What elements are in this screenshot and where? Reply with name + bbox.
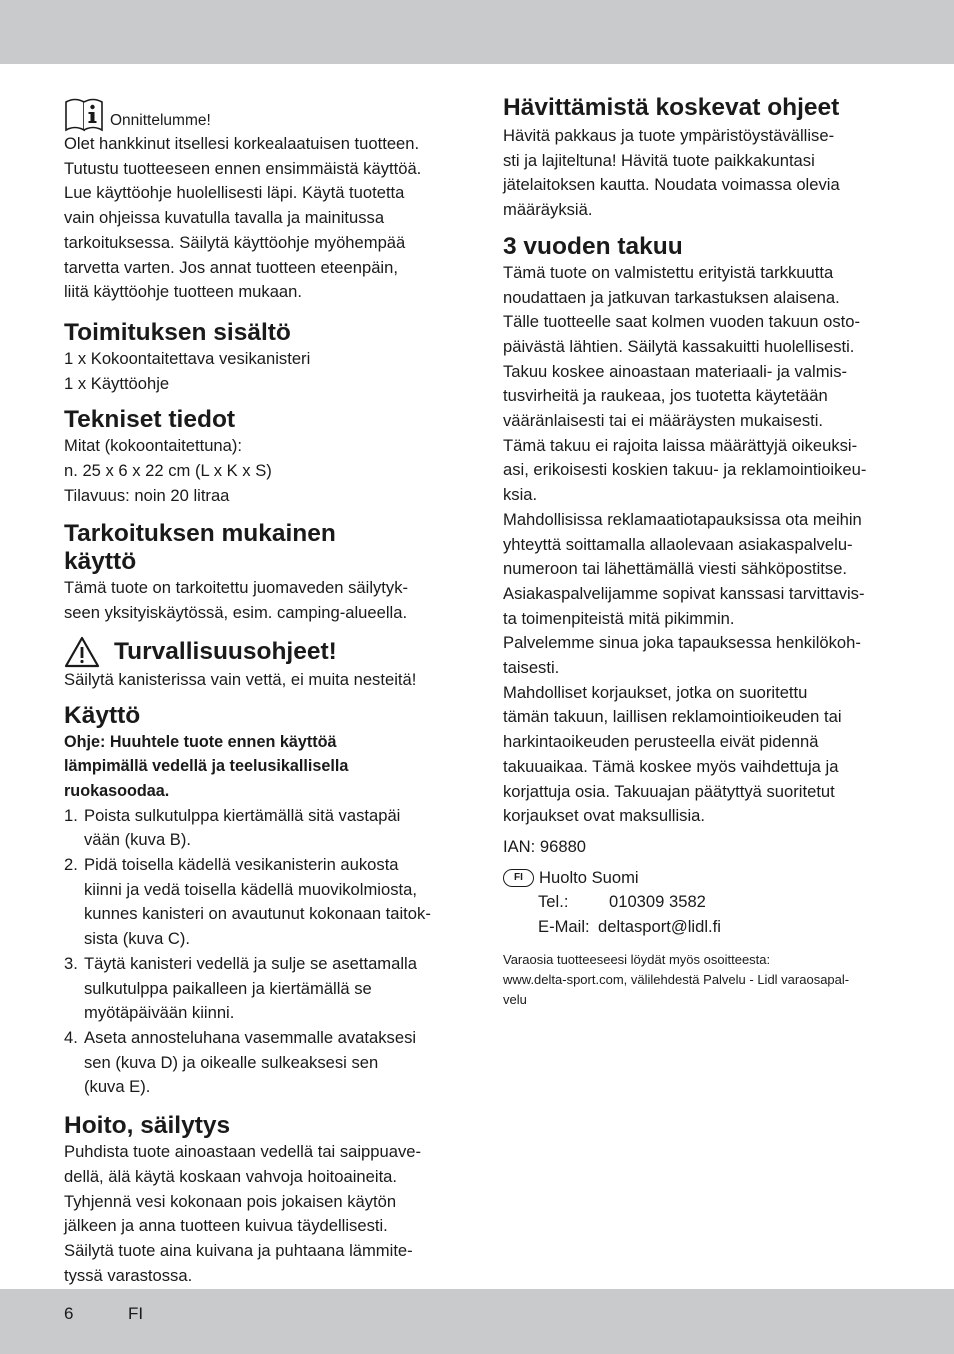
text-line: tarkoituksessa. Säilytä käyttöohje myöhempää bbox=[64, 232, 406, 252]
safety-text: Säilytä kanisterissa vain vettä, ei muita nesteitä! bbox=[64, 669, 417, 689]
safety-section bbox=[64, 636, 459, 693]
step-text bbox=[84, 853, 459, 952]
list-item bbox=[64, 1026, 459, 1100]
text-line: korjattuja osia. Takuuajan päätyttyä suoritetut bbox=[503, 781, 835, 801]
text-line: Tälle tuotteelle saat kolmen vuoden takuun osto- bbox=[503, 312, 860, 332]
section-heading: Käyttö bbox=[64, 701, 141, 729]
text-line: Olet hankkinut itsellesi korkealaatuisen tuotteen. bbox=[64, 134, 420, 153]
step-line: sulkutulppa paikalleen ja kiertämällä se bbox=[84, 978, 372, 998]
usage-steps bbox=[64, 804, 459, 1100]
intro-text bbox=[64, 132, 459, 305]
text-line: ta toimenpiteistä mitä pikimmin. bbox=[503, 608, 735, 628]
step-line: vään (kuva B). bbox=[84, 830, 191, 850]
text-line: Mahdollisissa reklamaatiotapauksissa ota meihin bbox=[503, 509, 862, 529]
care-section bbox=[64, 1112, 459, 1288]
section-heading: Tarkoituksen mukainen bbox=[64, 520, 336, 548]
step-number: 4. bbox=[64, 1027, 78, 1047]
tel-value: 010309 3582 bbox=[609, 892, 706, 912]
small-line: Varaosia tuotteeseesi löydät myös osoitteesta: bbox=[503, 951, 771, 967]
text-line: Puhdista tuote ainoastaan vedellä tai saippuave- bbox=[64, 1142, 422, 1162]
delivery-section bbox=[64, 319, 459, 396]
text-line: Hävitä pakkaus ja tuote ympäristöystävällise- bbox=[503, 126, 835, 145]
text-line: Säilytä tuote aina kuivana ja puhtaana lämmite- bbox=[64, 1240, 413, 1260]
safety-heading-row bbox=[64, 636, 459, 668]
text-line: tämän takuun, laillisen reklamointioikeuden tai bbox=[503, 707, 842, 727]
warranty-section bbox=[503, 233, 895, 860]
text-line: asi, erikoisesti koskien takuu- ja reklamointioikeu- bbox=[503, 460, 867, 480]
right-column bbox=[503, 92, 895, 1010]
text-line: seen yksityiskäytössä, esim. camping-alueella. bbox=[64, 603, 408, 623]
text-line: jälkeen ja anna tuotteen kuivua täydellisesti. bbox=[64, 1216, 388, 1236]
section-heading-continued: käyttö bbox=[64, 548, 137, 576]
email-row bbox=[503, 915, 895, 940]
small-line: www.delta-sport.com, välilehdestä Palvelu - Lidl varaosapal- bbox=[503, 971, 850, 987]
step-text bbox=[84, 804, 459, 853]
left-column bbox=[64, 92, 459, 1288]
text-line: n. 25 x 6 x 22 cm (L x K x S) bbox=[64, 461, 272, 481]
text-line: määräyksiä. bbox=[503, 200, 593, 220]
email-value: deltasport@lidl.fi bbox=[598, 917, 721, 937]
text-line: vain ohjeissa kuvatulla tavalla ja mainitussa bbox=[64, 208, 385, 228]
text-line: Takuu koskee ainoastaan materiaali- ja valmis- bbox=[503, 361, 848, 381]
list-item bbox=[64, 952, 459, 1026]
page-language: FI bbox=[128, 1304, 144, 1323]
step-text bbox=[84, 1026, 459, 1100]
text-line: Tämä tuote on tarkoitettu juomaveden säilytyk- bbox=[64, 578, 409, 598]
info-book-icon bbox=[64, 96, 106, 132]
step-number: 1. bbox=[64, 805, 78, 825]
text-line: dellä, älä käytä koskaan vahvoja hoitoaineita. bbox=[64, 1166, 398, 1186]
note-line: lämpimällä vedellä ja teelusikallisella bbox=[64, 757, 349, 776]
step-line: myötäpäivään kiinni. bbox=[84, 1003, 235, 1023]
service-header bbox=[503, 866, 895, 891]
text-line: tarvetta varten. Jos annat tuotteen eteenpäin, bbox=[64, 257, 398, 277]
text-line: Palvelemme sinua joka tapauksessa henkilökoh- bbox=[503, 633, 861, 653]
step-text bbox=[84, 952, 459, 1026]
text-line: päivästä lähtien. Säilytä kassakuitti huolellisesti. bbox=[503, 336, 855, 356]
text-line: 1 x Käyttöohje bbox=[64, 373, 170, 393]
intro-greeting: Onnittelumme! bbox=[110, 112, 211, 129]
service-name: Huolto Suomi bbox=[539, 867, 639, 887]
text-line: harkintaoikeuden perusteella eivät pidennä bbox=[503, 732, 819, 752]
step-line: Täytä kanisteri vedellä ja sulje se asettamalla bbox=[84, 953, 417, 973]
email-label: E-Mail: bbox=[538, 917, 590, 937]
page-number: 6 bbox=[64, 1304, 74, 1323]
list-item bbox=[64, 853, 459, 952]
text-line: yhteyttä soittamalla allaolevaan asiakaspalvelu- bbox=[503, 534, 853, 554]
service-contact bbox=[503, 866, 895, 1010]
tel-label: Tel.: bbox=[538, 892, 569, 912]
ian-number: IAN: 96880 bbox=[503, 836, 587, 856]
warning-triangle-icon bbox=[64, 636, 100, 668]
list-item bbox=[64, 804, 459, 853]
text-line: Tämä takuu ei rajoita laissa määrättyjä oikeuksi- bbox=[503, 435, 858, 455]
intro-header bbox=[64, 92, 459, 132]
disposal-section bbox=[503, 92, 895, 223]
specs-section bbox=[64, 406, 459, 508]
intended-use-section bbox=[64, 520, 459, 625]
text-line: takuuaikaa. Tämä koskee myös vaihdettuja ja bbox=[503, 756, 839, 776]
header-band bbox=[0, 0, 954, 64]
text-line: tyssä varastossa. bbox=[64, 1265, 193, 1285]
text-line: Tutustu tuotteeseen ennen ensimmäistä käyttöä. bbox=[64, 158, 422, 178]
text-line: sti ja lajiteltuna! Hävitä tuote paikkakuntasi bbox=[503, 150, 815, 170]
text-line: 1 x Kokoontaitettava vesikanisteri bbox=[64, 348, 311, 368]
section-heading: Turvallisuusohjeet! bbox=[114, 637, 337, 665]
note-line: ruokasoodaa. bbox=[64, 781, 170, 800]
text-line: Mahdolliset korjaukset, jotka on suoritettu bbox=[503, 682, 808, 702]
section-heading: Hävittämistä koskevat ohjeet bbox=[503, 94, 840, 121]
step-line: (kuva E). bbox=[84, 1077, 151, 1097]
step-line: Pidä toisella kädellä vesikanisterin aukosta bbox=[84, 855, 399, 875]
text-line: Tilavuus: noin 20 litraa bbox=[64, 485, 230, 505]
section-heading: Hoito, säilytys bbox=[64, 1112, 231, 1140]
note-line: Ohje: Huuhtele tuote ennen käyttöä bbox=[64, 732, 337, 751]
step-line: sen (kuva D) ja oikealle sulkeaksesi sen bbox=[84, 1052, 379, 1072]
text-line: jätelaitoksen kautta. Noudata voimassa olevia bbox=[503, 175, 840, 195]
text-line: noudattaen ja jatkuvan tarkastuksen alaisena. bbox=[503, 287, 840, 307]
text-line: vääränlaisesti tai ei määräysten mukaisesti. bbox=[503, 411, 824, 431]
section-heading: 3 vuoden takuu bbox=[503, 232, 683, 260]
step-line: kunnes kanisteri on avautunut kokonaan taitok- bbox=[84, 904, 431, 924]
text-line: Mitat (kokoontaitettuna): bbox=[64, 436, 243, 456]
text-line: Lue käyttöohje huolellisesti läpi. Käytä tuotetta bbox=[64, 183, 405, 203]
step-line: sista (kuva C). bbox=[84, 929, 191, 949]
step-number: 3. bbox=[64, 953, 78, 973]
usage-section bbox=[64, 702, 459, 1101]
text-line: Asiakaspalvelijamme sopivat kanssasi tarvittavis- bbox=[503, 583, 865, 603]
text-line: liitä käyttöohje tuotteen mukaan. bbox=[64, 282, 302, 302]
text-line: Tyhjennä vesi kokonaan pois jokaisen käytön bbox=[64, 1191, 397, 1211]
step-line: kiinni ja vedä toisella kädellä muovikolmiosta, bbox=[84, 879, 417, 899]
text-line: Tämä tuote on valmistettu erityistä tarkkuutta bbox=[503, 262, 834, 282]
text-line: tusvirheitä ja raukeaa, jos tuotetta käytetään bbox=[503, 386, 828, 406]
text-line: korjaukset ovat maksullisia. bbox=[503, 806, 705, 826]
step-number: 2. bbox=[64, 855, 78, 875]
spare-parts-note bbox=[503, 950, 895, 1010]
section-heading: Toimituksen sisältö bbox=[64, 318, 291, 346]
text-line: ksia. bbox=[503, 485, 538, 505]
usage-note bbox=[64, 730, 459, 804]
step-line: Poista sulkutulppa kiertämällä sitä vastapäi bbox=[84, 805, 401, 825]
small-line: velu bbox=[503, 991, 527, 1007]
country-badge: FI bbox=[503, 869, 534, 887]
text-line: taisesti. bbox=[503, 658, 560, 678]
step-line: Aseta annosteluhana vasemmalle avataksesi bbox=[84, 1027, 417, 1047]
text-line: numeroon tai lähettämällä viesti sähköpostitse. bbox=[503, 559, 848, 579]
tel-row bbox=[503, 890, 895, 915]
section-heading: Tekniset tiedot bbox=[64, 406, 236, 434]
